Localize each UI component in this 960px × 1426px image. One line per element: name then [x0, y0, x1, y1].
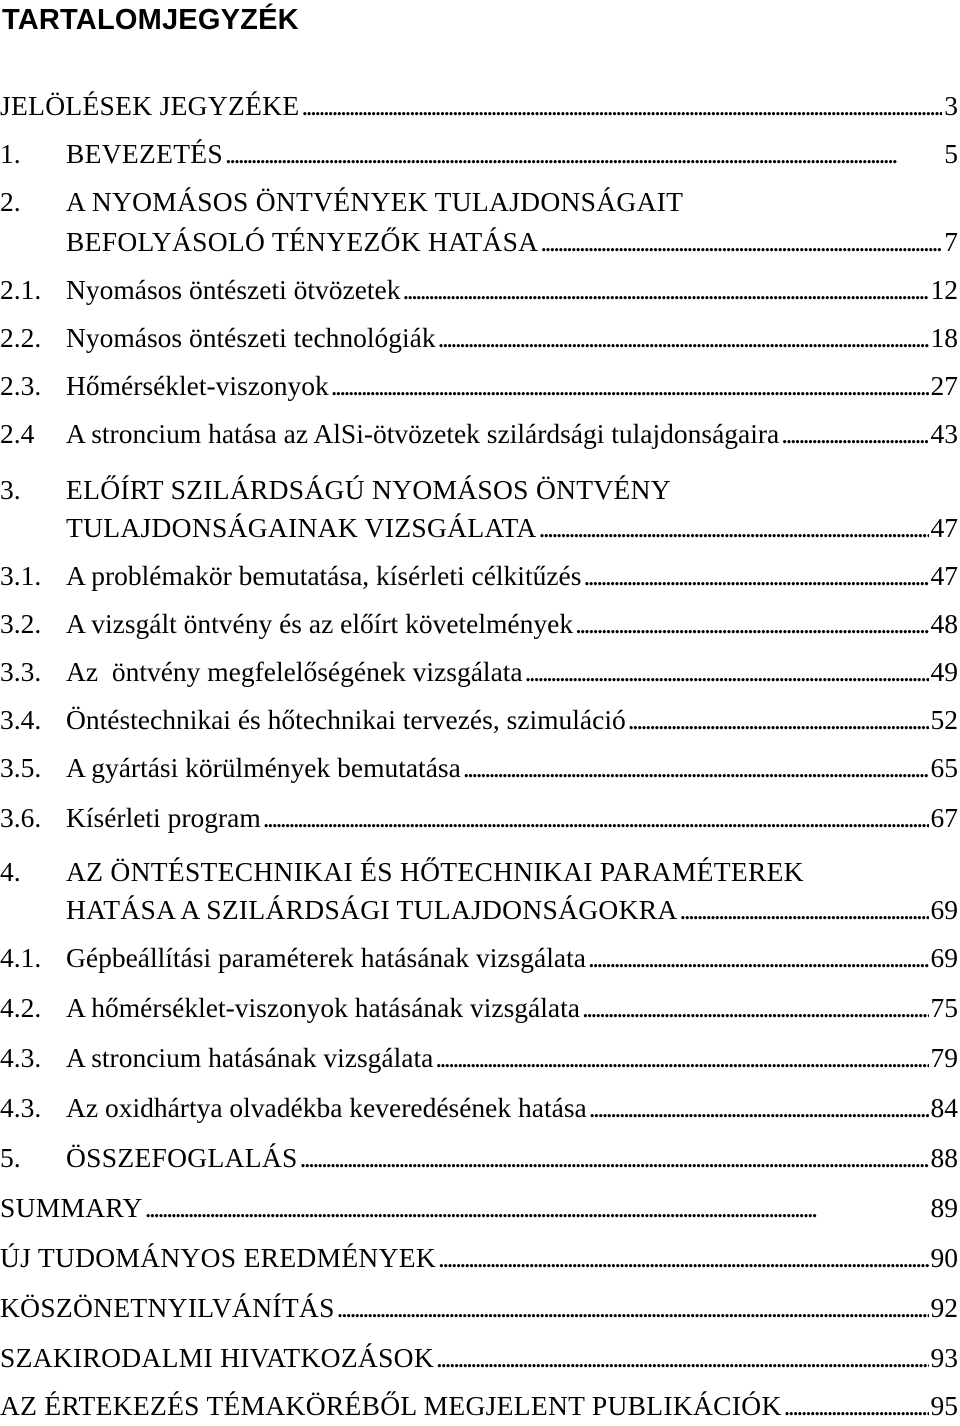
- toc-entry-summary[interactable]: [0, 1188, 958, 1228]
- toc-entry-title: Nyomásos öntészeti technológiák: [66, 322, 436, 353]
- toc-page-number: 12: [930, 274, 958, 305]
- toc-leader: [582, 988, 929, 1028]
- toc-leader: [525, 652, 929, 692]
- toc-entry-title: HATÁSA A SZILÁRDSÁGI TULAJDONSÁGOKRA: [66, 894, 678, 925]
- toc-page-number: 5: [944, 138, 958, 169]
- toc-entry-3-6[interactable]: [0, 798, 958, 838]
- toc-entry-title: KÖSZÖNETNYILVÁNÍTÁS: [0, 1292, 335, 1323]
- toc-entry-title-line1: AZ ÖNTÉSTECHNIKAI ÉS HŐTECHNIKAI PARAMÉTEREK: [66, 856, 804, 887]
- toc-entry-nyomasos[interactable]: [0, 222, 958, 262]
- toc-entry-publikaciok[interactable]: [0, 1386, 958, 1426]
- toc-leader: [225, 134, 942, 174]
- toc-page-number: 47: [930, 560, 958, 591]
- toc-entry-title: BEVEZETÉS: [66, 138, 223, 169]
- toc-page-number: 75: [930, 992, 958, 1023]
- toc-entry-number: 3.2.: [0, 608, 42, 639]
- toc-leader: [575, 604, 928, 644]
- toc-entry-title: Az öntvény megfelelőségének vizsgálata: [66, 656, 523, 687]
- toc-page-number: 65: [930, 752, 958, 783]
- toc-entry-2-2[interactable]: [0, 318, 958, 358]
- toc-entry-3-3[interactable]: [0, 652, 958, 692]
- toc-entry-3-4[interactable]: [0, 700, 958, 740]
- toc-entry-number: 4.3.: [0, 1042, 42, 1073]
- toc-entry-title: Öntéstechnikai és hőtechnikai tervezés, szimuláció: [66, 704, 626, 735]
- toc-page-number: 7: [944, 226, 958, 257]
- toc-entry-number: 2.: [0, 186, 21, 217]
- toc-leader: [438, 1238, 928, 1278]
- toc-entry-number: 2.1.: [0, 274, 42, 305]
- toc-leader: [301, 86, 942, 126]
- toc-entry-bevezetes[interactable]: [0, 134, 958, 174]
- toc-entry-number: 3.3.: [0, 656, 42, 687]
- toc-entry-2-4[interactable]: [0, 414, 958, 454]
- toc-leader: [781, 414, 928, 454]
- toc-entry-title: Gépbeállítási paraméterek hatásának vizsgálata: [66, 942, 586, 973]
- toc-entry-title: A problémakör bemutatása, kísérleti célkitűzés: [66, 560, 582, 591]
- toc-entry-4-3-oxidhartya[interactable]: [0, 1088, 958, 1128]
- toc-page-number: 27: [930, 370, 958, 401]
- toc-entry-eloirt[interactable]: [0, 508, 958, 548]
- toc-entry-number: 1.: [0, 138, 21, 169]
- toc-entry-title: Kísérleti program: [66, 802, 261, 833]
- toc-entry-number: 2.4: [0, 418, 35, 449]
- toc-page-number: 69: [930, 942, 958, 973]
- page-title: TARTALOMJEGYZÉK: [2, 4, 299, 36]
- toc-page-number: 93: [930, 1342, 958, 1373]
- toc-leader: [435, 1038, 928, 1078]
- toc-entry-number: 5.: [0, 1142, 21, 1173]
- toc-entry-title: Az oxidhártya olvadékba keveredésének hatása: [66, 1092, 587, 1123]
- toc-page-number: 48: [930, 608, 958, 639]
- toc-page-number: 69: [930, 894, 958, 925]
- toc-page-number: 92: [930, 1292, 958, 1323]
- toc-page-number: 43: [930, 418, 958, 449]
- toc-leader: [628, 700, 929, 740]
- toc-leader: [300, 1138, 929, 1178]
- toc-page-number: 89: [930, 1192, 958, 1223]
- toc-entry-title: A vizsgált öntvény és az előírt követelmények: [66, 608, 574, 639]
- toc-page-number: 3: [944, 90, 958, 121]
- toc-entry-title: ÖSSZEFOGLALÁS: [66, 1142, 298, 1173]
- toc-entry-title: A stroncium hatásának vizsgálata: [66, 1042, 434, 1073]
- toc-entry-number: 3.4.: [0, 704, 42, 735]
- toc-leader: [784, 1386, 929, 1426]
- toc-leader: [589, 1088, 929, 1128]
- toc-entry-title: Nyomásos öntészeti ötvözetek: [66, 274, 401, 305]
- toc-entry-title-line1: ELŐÍRT SZILÁRDSÁGÚ NYOMÁSOS ÖNTVÉNY: [66, 474, 671, 505]
- toc-entry-number: 4.1.: [0, 942, 42, 973]
- toc-entry-title: A hőmérséklet-viszonyok hatásának vizsgálata: [66, 992, 580, 1023]
- toc-entry-number: 3.5.: [0, 752, 42, 783]
- toc-page-number: 79: [930, 1042, 958, 1073]
- toc-page-number: 49: [930, 656, 958, 687]
- toc-entry-osszefoglalas[interactable]: [0, 1138, 958, 1178]
- toc-entry-2-1[interactable]: [0, 270, 958, 310]
- toc-entry-koszonetnyilvanitas[interactable]: [0, 1288, 958, 1328]
- toc-entry-title: TULAJDONSÁGAINAK VIZSGÁLATA: [66, 512, 537, 543]
- toc-leader: [331, 366, 929, 406]
- toc-entry-3-2[interactable]: [0, 604, 958, 644]
- toc-entry-title: BEFOLYÁSOLÓ TÉNYEZŐK HATÁSA: [66, 226, 539, 257]
- toc-page-number: 95: [930, 1390, 958, 1421]
- toc-leader: [403, 270, 929, 310]
- toc-entry-2-3[interactable]: [0, 366, 958, 406]
- toc-leader: [463, 748, 929, 788]
- toc-leader: [337, 1288, 929, 1328]
- toc-entry-ontestechnikai[interactable]: [0, 890, 958, 930]
- toc-leader: [540, 222, 942, 262]
- toc-page-number: 47: [930, 512, 958, 543]
- toc-entry-number: 4.3.: [0, 1092, 42, 1123]
- toc-entry-3-5[interactable]: [0, 748, 958, 788]
- toc-entry-title: A stroncium hatása az AlSi-ötvözetek szilárdsági tulajdonságaira: [66, 418, 780, 449]
- toc-entry-number: 3.1.: [0, 560, 42, 591]
- toc-entry-title: ÚJ TUDOMÁNYOS EREDMÉNYEK: [0, 1242, 437, 1273]
- toc-entry-uj-eredmenyek[interactable]: [0, 1238, 958, 1278]
- toc-entry-title: Hőmérséklet-viszonyok: [66, 370, 329, 401]
- toc-leader: [263, 798, 929, 838]
- toc-entry-4-1[interactable]: [0, 938, 958, 978]
- toc-entry-title: A gyártási körülmények bemutatása: [66, 752, 461, 783]
- toc-entry-title: JELÖLÉSEK JEGYZÉKE: [0, 90, 300, 121]
- toc-entry-nyomasos-line1[interactable]: [0, 182, 958, 222]
- toc-page-number: 84: [930, 1092, 958, 1123]
- toc-entry-4-3-stroncium[interactable]: [0, 1038, 958, 1078]
- toc-entry-number: 3.6.: [0, 802, 42, 833]
- toc-entry-eloirt-line1[interactable]: [0, 470, 958, 510]
- toc-entry-szakirodalmi[interactable]: [0, 1338, 958, 1378]
- toc-entry-number: 4.2.: [0, 992, 42, 1023]
- toc-leader: [588, 938, 929, 978]
- toc-leader: [539, 508, 929, 548]
- toc-entry-4-2[interactable]: [0, 988, 958, 1028]
- toc-page-number: 52: [930, 704, 958, 735]
- toc-entry-title: SUMMARY: [0, 1192, 143, 1223]
- toc-entry-title-line1: A NYOMÁSOS ÖNTVÉNYEK TULAJDONSÁGAIT: [66, 186, 684, 217]
- toc-entry-3-1[interactable]: [0, 556, 958, 596]
- toc-leader: [583, 556, 928, 596]
- toc-page-number: 90: [930, 1242, 958, 1273]
- toc-page-number: 18: [930, 322, 958, 353]
- toc-leader: [680, 890, 929, 930]
- toc-leader: [145, 1188, 929, 1228]
- toc-leader: [438, 318, 929, 358]
- toc-page-number: 67: [930, 802, 958, 833]
- toc-entry-ontestechnikai-line1[interactable]: [0, 852, 958, 892]
- toc-entry-number: 4.: [0, 856, 21, 887]
- toc-entry-number: 3.: [0, 474, 21, 505]
- toc-entry-title: AZ ÉRTEKEZÉS TÉMAKÖRÉBŐL MEGJELENT PUBLIKÁCIÓK: [0, 1390, 782, 1421]
- toc-leader: [436, 1338, 928, 1378]
- toc-entry-jelolesek[interactable]: [0, 86, 958, 126]
- toc-entry-number: 2.2.: [0, 322, 42, 353]
- toc-entry-title: SZAKIRODALMI HIVATKOZÁSOK: [0, 1342, 435, 1373]
- toc-page-number: 88: [930, 1142, 958, 1173]
- toc-entry-number: 2.3.: [0, 370, 42, 401]
